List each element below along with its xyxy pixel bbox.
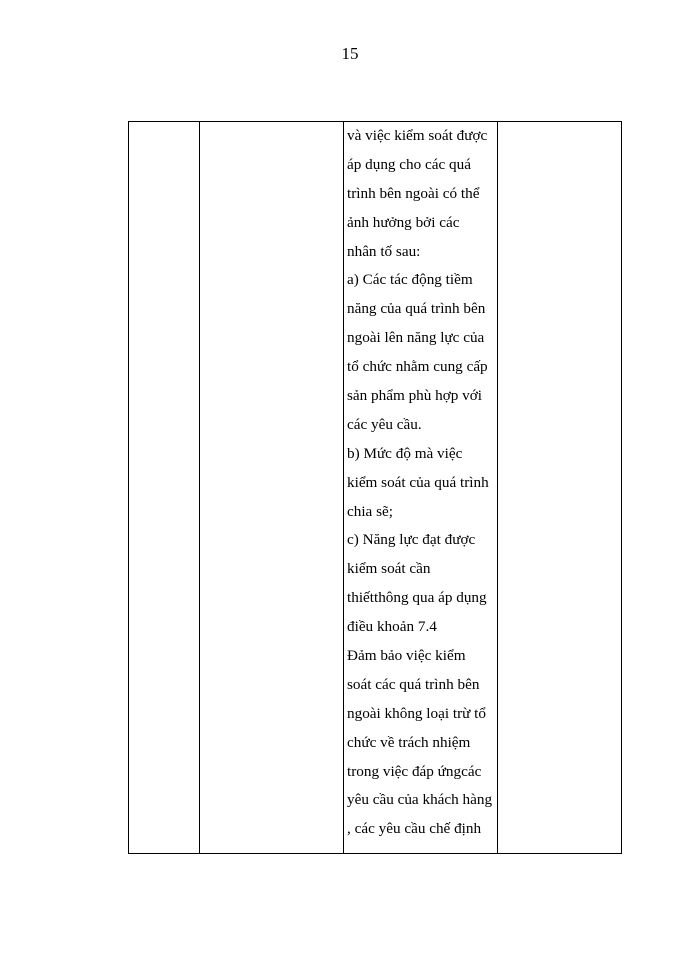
- cell-text-block: [344, 122, 497, 844]
- text-line: tổ chức nhằm cung cấp: [347, 358, 488, 376]
- text-line: ngoài lên năng lực của: [347, 329, 485, 347]
- table-cell-col4: [498, 122, 622, 854]
- text-line: ảnh hưởng bởi các: [347, 213, 460, 231]
- text-line: thiếtthông qua áp dụng: [347, 589, 487, 607]
- table-cell-col3: [344, 122, 498, 854]
- text-line: áp dụng cho các quá: [347, 155, 471, 173]
- text-line: trong việc đáp ứngcác: [347, 762, 482, 780]
- text-line: soát các quá trình bên: [347, 675, 480, 693]
- text-line: sản phẩm phù hợp với: [347, 387, 483, 405]
- text-line: và việc kiểm soát được: [347, 127, 488, 144]
- table-row: [129, 122, 622, 854]
- text-line: chia sẽ;: [347, 502, 393, 520]
- text-line: , các yêu cầu chế định: [347, 820, 482, 838]
- text-line: trình bên ngoài có thể: [347, 184, 480, 202]
- text-line: c) Năng lực đạt được: [347, 531, 476, 549]
- text-line: các yêu cầu.: [347, 415, 422, 433]
- table-cell-col1: [129, 122, 200, 854]
- text-line: a) Các tác động tiềm: [347, 271, 473, 289]
- content-table: [128, 121, 622, 854]
- text-line: kiểm soát cần: [347, 560, 431, 578]
- text-line: kiểm soát của quá trình: [347, 473, 489, 491]
- text-line: điều khoản 7.4: [347, 618, 437, 636]
- text-line: ngoài không loại trừ tổ: [347, 704, 486, 722]
- page-number: 15: [341, 44, 359, 63]
- table-cell-col2: [200, 122, 344, 854]
- text-line: yêu cầu của khách hàng: [347, 791, 493, 809]
- text-line: b) Mức độ mà việc: [347, 444, 463, 462]
- text-line: chức về trách nhiệm: [347, 733, 471, 751]
- text-line: Đảm bảo việc kiểm: [347, 647, 466, 665]
- text-line: năng của quá trình bên: [347, 300, 486, 318]
- text-line: nhân tố sau:: [347, 242, 421, 260]
